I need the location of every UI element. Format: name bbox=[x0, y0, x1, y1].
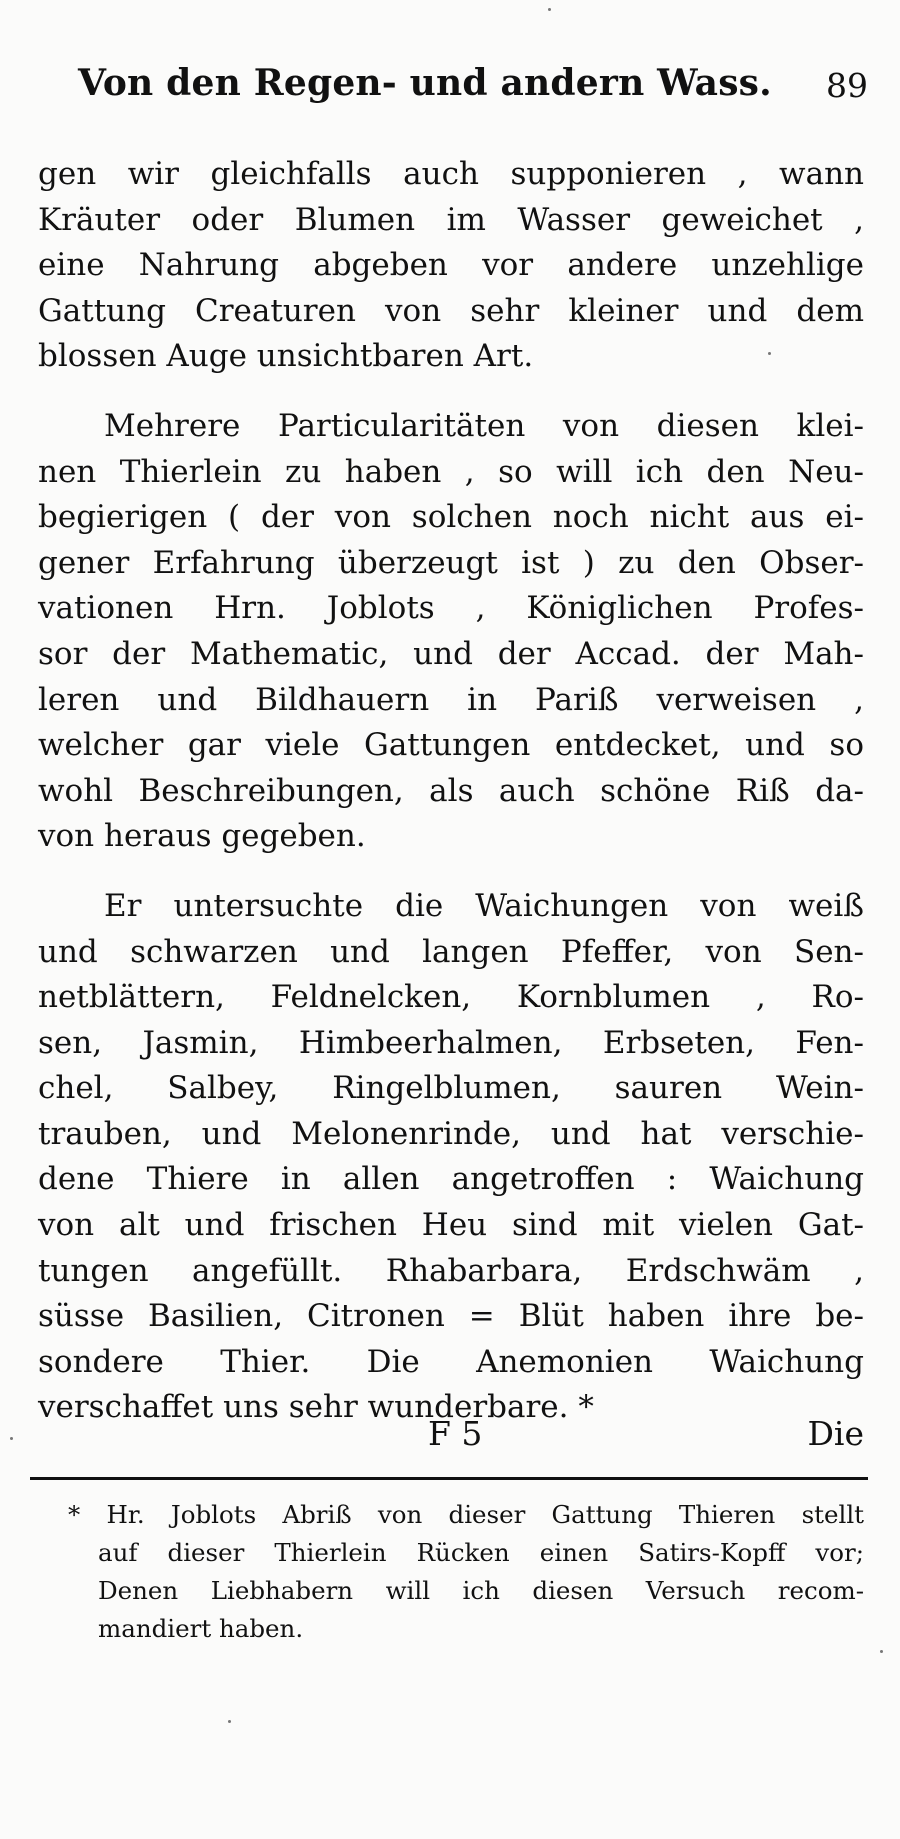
text-line: Kräuter oder Blumen im Wasser geweichet , bbox=[38, 201, 864, 238]
paper-speck bbox=[10, 1437, 13, 1440]
catchline bbox=[38, 1414, 864, 1460]
text-line: wohl Beschreibungen, als auch schöne Riß da- bbox=[38, 772, 864, 809]
paragraph bbox=[38, 884, 864, 1431]
page-number: 89 bbox=[826, 66, 868, 105]
text-line: tungen angefüllt. Rhabarbara, Erdschwäm , bbox=[38, 1252, 864, 1289]
footnote-line: Denen Liebhabern will ich diesen Versuch recom- bbox=[98, 1576, 864, 1605]
text-line: trauben, und Melonenrinde, und hat verschie- bbox=[38, 1115, 864, 1152]
paper-speck bbox=[768, 352, 771, 355]
text-line: süsse Basilien, Citronen = Blüt haben ihre be- bbox=[38, 1298, 864, 1335]
text-line: Mehrere Particularitäten von diesen klei- bbox=[104, 407, 864, 444]
text-line: sen, Jasmin, Himbeerhalmen, Erbseten, Fen- bbox=[38, 1024, 864, 1061]
paragraph-gap bbox=[38, 860, 864, 884]
text-line: netblättern, Feldnelcken, Kornblumen , Ro- bbox=[38, 979, 864, 1016]
footnote-line: auf dieser Thierlein Rücken einen Satirs-Kopff vor; bbox=[98, 1538, 864, 1567]
text-line: verschaffet uns sehr wunderbare. * bbox=[38, 1389, 594, 1426]
paragraph bbox=[38, 404, 864, 860]
paragraph bbox=[38, 152, 864, 380]
footnote-line: * Hr. Joblots Abriß von dieser Gattung Thieren stellt bbox=[68, 1500, 864, 1529]
text-line: sor der Mathematic, und der Accad. der Mah- bbox=[38, 635, 864, 672]
text-line: vationen Hrn. Joblots , Königlichen Profes- bbox=[38, 590, 864, 627]
text-line: gener Erfahrung überzeugt ist ) zu den Obser- bbox=[38, 544, 864, 581]
footnote bbox=[64, 1496, 864, 1648]
footnote-rule bbox=[30, 1477, 868, 1480]
running-head bbox=[78, 62, 868, 122]
text-line: und schwarzen und langen Pfeffer, von Sen- bbox=[38, 933, 864, 970]
footnote-line: mandiert haben. bbox=[98, 1614, 304, 1643]
running-title: Von den Regen- und andern Wass. bbox=[78, 62, 772, 104]
text-line: welcher gar viele Gattungen entdecket, und so bbox=[38, 727, 864, 764]
text-line: von alt und frischen Heu sind mit vielen Gat- bbox=[38, 1207, 864, 1244]
text-line: Gattung Creaturen von sehr kleiner und dem bbox=[38, 292, 864, 329]
text-line: Er untersuchte die Waichungen von weiß bbox=[104, 887, 864, 924]
text-line: chel, Salbey, Ringelblumen, sauren Wein- bbox=[38, 1070, 864, 1107]
text-line: dene Thiere in allen angetroffen : Waichung bbox=[38, 1161, 864, 1198]
paper-speck bbox=[548, 8, 551, 11]
body-text bbox=[38, 152, 864, 1431]
text-line: gen wir gleichfalls auch supponieren , wann bbox=[38, 156, 864, 192]
paper-speck bbox=[228, 1720, 231, 1723]
signature-mark: F 5 bbox=[428, 1414, 483, 1453]
text-line: sondere Thier. Die Anemonien Waichung bbox=[38, 1343, 864, 1380]
paper-speck bbox=[880, 1650, 883, 1653]
text-line: nen Thierlein zu haben , so will ich den Neu- bbox=[38, 453, 864, 490]
text-line: eine Nahrung abgeben vor andere unzehlige bbox=[38, 247, 864, 284]
text-line: leren und Bildhauern in Pariß verweisen , bbox=[38, 681, 864, 718]
catchword: Die bbox=[807, 1414, 864, 1453]
text-line: blossen Auge unsichtbaren Art. bbox=[38, 338, 534, 375]
paragraph-gap bbox=[38, 380, 864, 404]
text-line: von heraus gegeben. bbox=[38, 818, 366, 855]
text-line: begierigen ( der von solchen noch nicht aus ei- bbox=[38, 499, 864, 536]
